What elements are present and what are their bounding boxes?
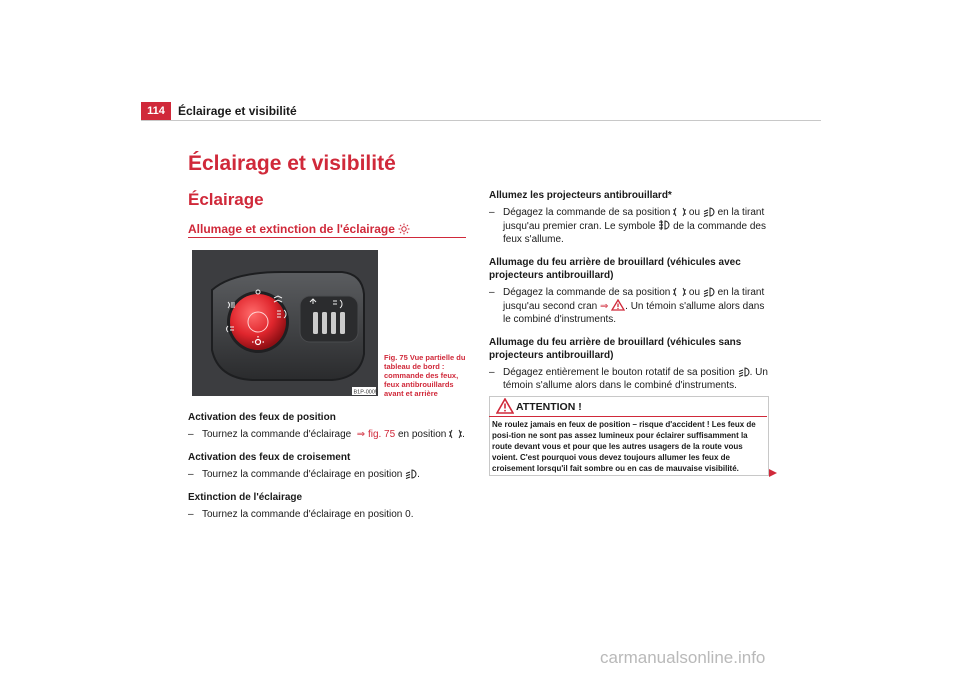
heading-front-fog: Allumez les projecteurs antibrouillard* — [489, 190, 672, 201]
position-text-2: en position — [397, 429, 447, 440]
subsection-title-text: Allumage et extinction de l'éclairage — [188, 222, 395, 236]
rear-fog-with-or: ou — [688, 287, 701, 298]
figure-caption: Fig. 75 Vue partielle du tableau de bord : commande des feux, feux antibrouillards avant et arrière — [384, 353, 466, 398]
right-column — [489, 189, 771, 402]
heading-rear-fog-with: Allumage du feu arrière de brouillard (véhicules avec projecteurs antibrouillard) — [489, 257, 741, 281]
list-dash: – — [489, 287, 495, 298]
list-item — [188, 508, 478, 521]
heading-position-lights: Activation des feux de position — [188, 412, 336, 423]
lights-off-text: Tournez la commande d'éclairage en position 0. — [202, 509, 414, 520]
watermark: carmanualsonline.info — [600, 648, 766, 667]
warning-body: Ne roulez jamais en feux de position – risque d'accident ! Les feux de posi-tion ne sont pas assez lumineux pour éclairer suffisamment la route devant vous et pour que les autres usagers de la route vous voient. C'est pourquoi vous devez toujours allumer les feux de croisement lorsqu'il fait sombre ou en cas de mauvaise visibilité. — [492, 420, 756, 473]
front-fog-or: ou — [688, 207, 701, 218]
running-header-title: Éclairage et visibilité — [178, 104, 297, 118]
subsection-title — [188, 222, 410, 236]
section-title: Éclairage — [188, 190, 264, 209]
page-number: 114 — [141, 102, 171, 121]
rear-fog-without-text-1: Dégagez entièrement le bouton rotatif de sa position — [503, 367, 735, 378]
parking-light-icon — [673, 207, 686, 217]
heading-low-beam: Activation des feux de croisement — [188, 452, 351, 463]
dashboard-light-switch-figure — [192, 250, 378, 396]
warning-triangle-icon[interactable] — [611, 299, 625, 311]
chapter-title: Éclairage et visibilité — [188, 152, 396, 175]
low-beam-icon — [405, 469, 417, 479]
position-text-1: Tournez la commande d'éclairage — [202, 429, 352, 440]
front-fog-text-2: en la tirant jusqu'au premier cran. Le symbole — [503, 207, 765, 232]
parking-light-icon — [449, 429, 462, 439]
front-fog-text-1: Dégagez la commande de sa position — [503, 207, 671, 218]
warning-reference-arrow[interactable]: ⇒ — [599, 301, 609, 312]
list-item: – Tournez la commande d'éclairage en position . — [188, 469, 420, 480]
warning-title: ATTENTION ! — [516, 401, 582, 413]
low-beam-icon — [703, 207, 715, 217]
rear-fog-without-text-2: . Un témoin s'allume alors dans le combiné d'instruments. — [503, 367, 768, 391]
list-dash: – — [489, 207, 495, 218]
low-beam-icon — [738, 367, 750, 377]
list-item — [489, 286, 771, 326]
figure-reference-link[interactable]: ⇒ fig. 75 — [356, 429, 396, 440]
list-item: – Tournez la commande d'éclairage ⇒ fig. 75 en position . — [188, 429, 465, 440]
front-fog-text-3: de la commande des feux s'allume. — [503, 221, 766, 245]
figure-code: B1P-0005 — [353, 389, 378, 396]
list-dash: – — [188, 429, 194, 440]
light-sun-icon — [398, 223, 410, 235]
heading-rear-fog-without: Allumage du feu arrière de brouillard (véhicules sans projecteurs antibrouillard) — [489, 337, 742, 361]
front-fog-icon — [658, 219, 670, 231]
rear-fog-with-text-3: . Un témoin s'allume alors dans le combiné d'instruments. — [503, 301, 765, 325]
warning-triangle-icon — [496, 398, 514, 414]
list-item — [489, 206, 771, 246]
list-item — [489, 366, 771, 392]
list-dash: – — [188, 509, 194, 520]
low-beam-text: Tournez la commande d'éclairage en position — [202, 469, 403, 480]
heading-lights-off: Extinction de l'éclairage — [188, 492, 303, 503]
rear-fog-with-text-2: en la tirant jusqu'au second cran — [503, 287, 765, 312]
list-dash: – — [489, 367, 495, 378]
subsection-rule — [188, 237, 466, 238]
left-column — [188, 411, 478, 531]
rear-fog-with-text-1: Dégagez la commande de sa position — [503, 287, 671, 298]
next-page-arrow-icon[interactable] — [768, 468, 778, 478]
parking-light-icon — [673, 287, 686, 297]
header-rule — [141, 120, 821, 121]
list-dash: – — [188, 469, 194, 480]
low-beam-icon — [703, 287, 715, 297]
